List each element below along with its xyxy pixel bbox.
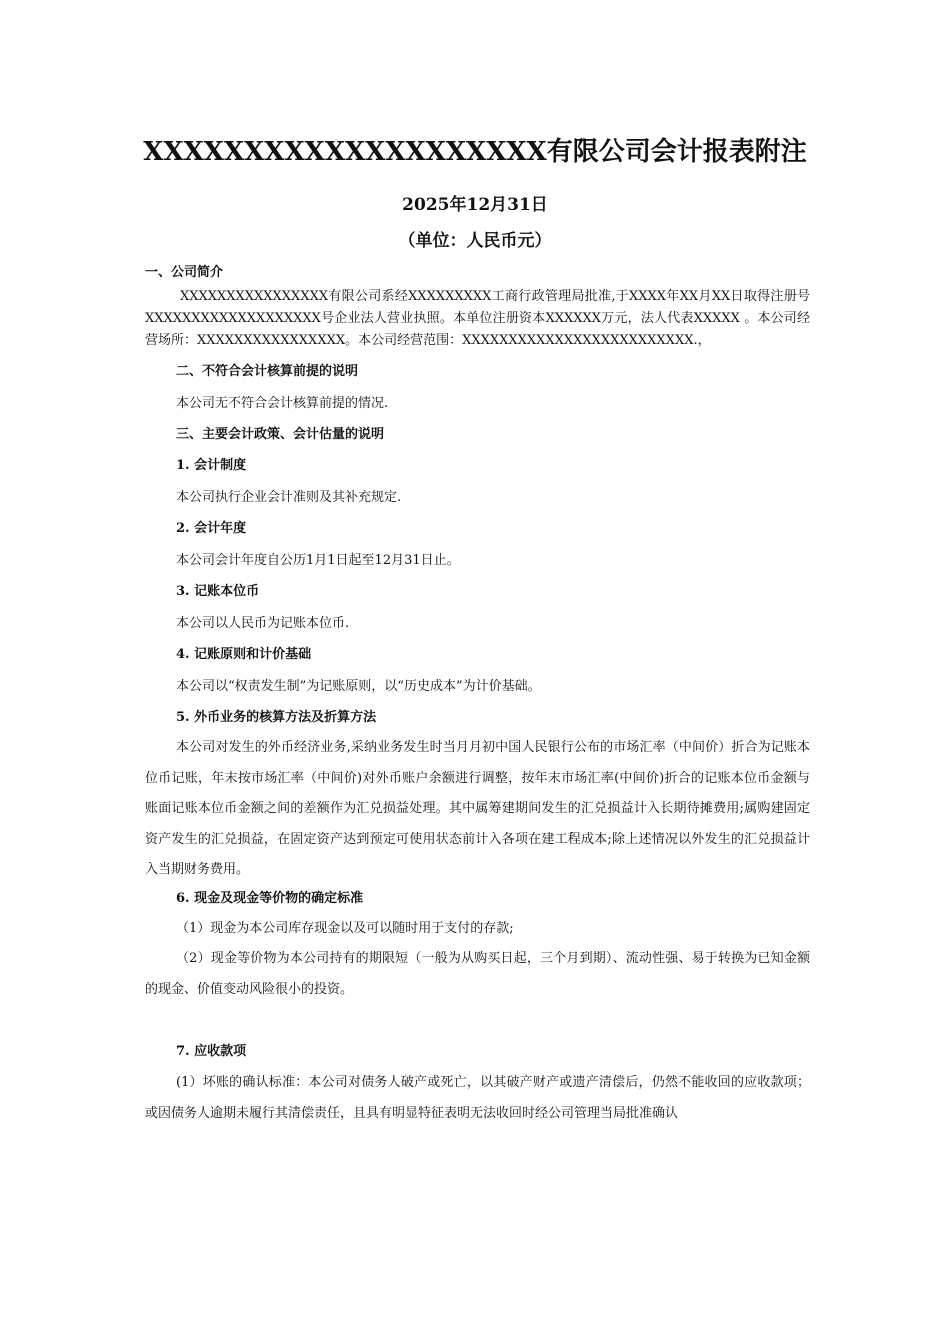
document-body (145, 258, 810, 1129)
policy-heading-functional-currency: 3. 记账本位币 (176, 584, 260, 599)
policy-heading-foreign-currency: 5. 外币业务的核算方法及折算方法 (176, 710, 377, 725)
company-profile-text: XXXXXXXXXXXXXXXX有限公司系经XXXXXXXXX工商行政管理局批准,于XXXX年XX月XX日取得注册号XXXXXXXXXXXXXXXXXXX号企业法人营业执照。本单位注册资本XXXXXX万元，法人代表XXXXX 。本公司经营场所：XXXXXXXXXXXXXXXX。本公司经营范围：XXXXXXXXXXXXXXXXXXXXXXXXX.， (145, 289, 810, 348)
policy-text-fiscal-year: 本公司会计年度自公历1月1日起至12月31日止。 (176, 553, 460, 568)
section-heading-company-profile: 一、公司简介 (145, 265, 224, 280)
policy-heading-bookkeeping-principle: 4. 记账原则和计价基础 (176, 647, 312, 662)
policy-text-receivables: (1）坏账的确认标准：本公司对债务人破产或死亡，以其破产财产或遗产清偿后，仍然不能收回的应收款项；或因债务人逾期未履行其清偿责任，且具有明显特征表明无法收回时经公司管理当局批准确认 (145, 1075, 810, 1121)
policy-heading-fiscal-year: 2. 会计年度 (176, 521, 247, 536)
policy-text-cash-equivalent-definition: （2）现金等价物为本公司持有的期限短（一般为从购买日起，三个月到期）、流动性强、易于转换为已知金额的现金、价值变动风险很小的投资。 (145, 951, 810, 997)
policy-text-functional-currency: 本公司以人民币为记账本位币. (176, 616, 350, 631)
currency-unit: （单位：人民币元） (398, 231, 552, 251)
document-title: XXXXXXXXXXXXXXXXXXXX有限公司会计报表附注 (143, 137, 807, 167)
policy-text-accounting-system: 本公司执行企业会计准则及其补充规定. (176, 490, 402, 505)
policy-heading-accounting-system: 1. 会计制度 (176, 458, 247, 473)
policy-text-foreign-currency: 本公司对发生的外币经济业务,采纳业务发生时当月月初中国人民银行公布的市场汇率（中间价）折合为记账本位币记账，年末按市场汇率（中间价)对外币账户余额进行调整，按年末市场汇率(中间价)折合的记账本位币金额与账面记账本位币金额之间的差额作为汇兑损益处理。其中属筹建期间发生的汇兑损益计入长期待摊费用;属购建固定资产发生的汇兑损益，在固定资产达到预定可使用状态前计入各项在建工程成本;除上述情况以外发生的汇兑损益计入当期财务费用。 (145, 740, 810, 877)
policy-text-bookkeeping-principle: 本公司以“权责发生制”为记账原则，以“历史成本”为计价基础。 (176, 679, 541, 694)
policy-heading-cash-equivalents: 6. 现金及现金等价物的确定标准 (176, 890, 364, 906)
section-heading-accounting-premise: 二、不符合会计核算前提的说明 (176, 364, 359, 379)
section-heading-accounting-policies: 三、主要会计政策、会计估量的说明 (176, 427, 385, 442)
policy-heading-receivables: 7. 应收款项 (176, 1044, 247, 1059)
report-date: 2025年12月31日 (402, 195, 548, 215)
policy-text-cash-definition: （1）现金为本公司库存现金以及可以随时用于支付的存款; (176, 920, 514, 936)
accounting-premise-text: 本公司无不符合会计核算前提的情况. (176, 396, 389, 411)
